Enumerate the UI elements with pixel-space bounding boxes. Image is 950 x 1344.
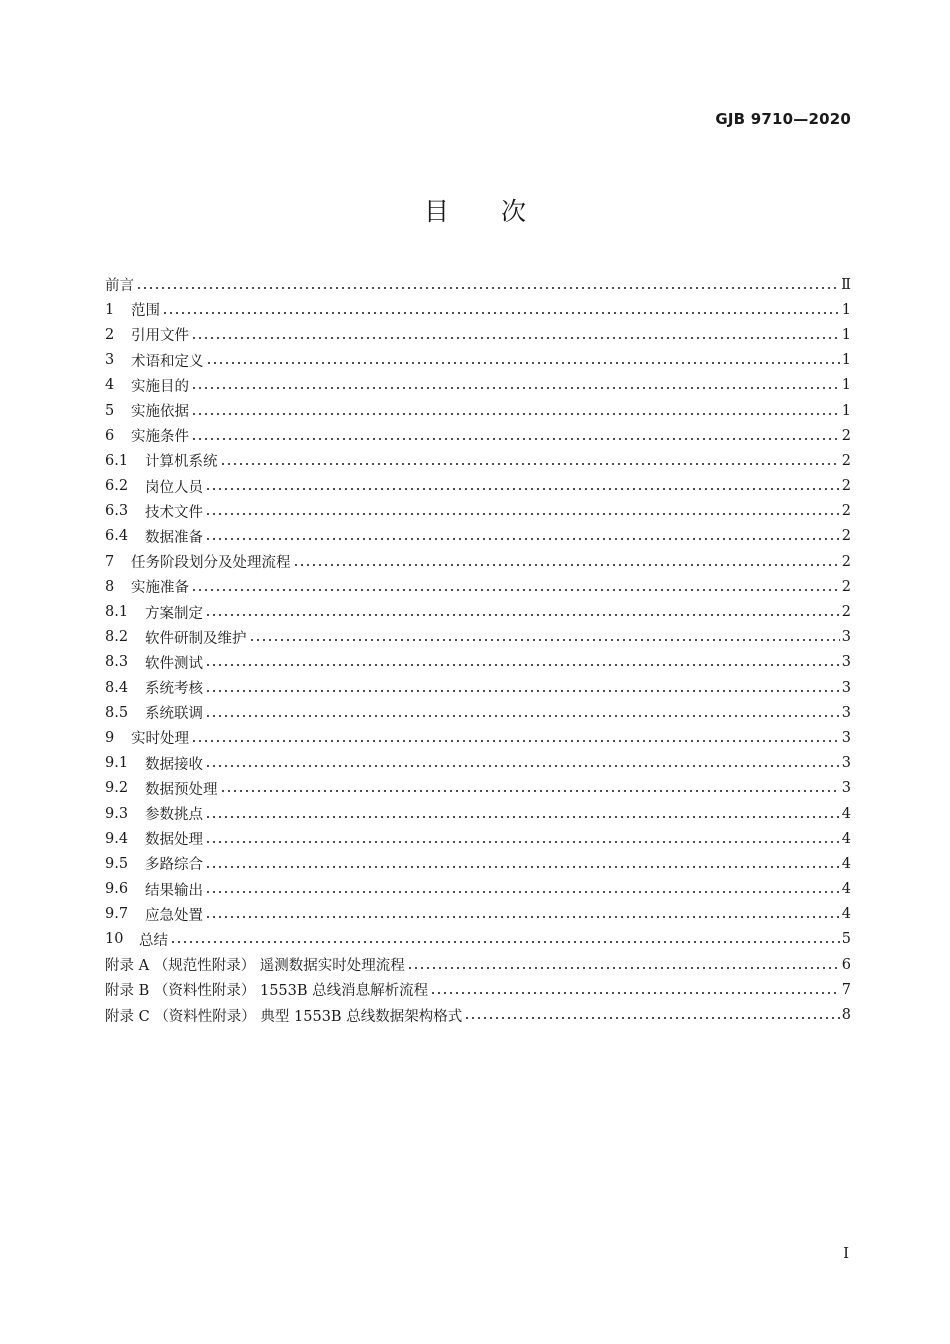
toc-entry-page: 2 [841,578,851,595]
toc-leader-dots [407,958,840,972]
toc-entry-number: 8.5 [105,704,129,721]
toc-entry-number: 5 [105,402,115,419]
toc-entry-label: 岗位人员 [145,479,203,496]
toc-entry-page: 4 [841,805,851,822]
toc-entry-label: 数据预处理 [145,781,218,798]
toc-entry-page: 3 [841,654,851,671]
toc-entry[interactable] [105,423,851,448]
toc-entry[interactable] [105,776,851,801]
toc-entry-number: 4 [105,377,115,394]
toc-leader-dots [205,857,840,871]
toc-entry[interactable] [105,322,851,347]
toc-entry-number: 9 [105,729,115,746]
toc-entry-number: 9.1 [105,755,129,772]
toc-entry[interactable] [105,549,851,574]
toc-entry-page: 1 [841,402,851,419]
toc-entry-label: 多路综合 [145,857,203,874]
toc-entry[interactable] [105,675,851,700]
toc-entry[interactable] [105,851,851,876]
toc-leader-dots [205,807,840,821]
toc-entry[interactable] [105,499,851,524]
toc-entry[interactable] [105,574,851,599]
toc-leader-dots [249,630,840,644]
toc-entry-number: 6.4 [105,528,129,545]
toc-entry-label: 实施准备 [131,580,189,597]
toc-entry-label: 计算机系统 [145,454,218,471]
toc-entry-page: 2 [841,528,851,545]
toc-entry-page: 1 [841,301,851,318]
toc-leader-dots [191,580,840,594]
page-number: I [843,1244,849,1262]
toc-entry-page: 3 [841,780,851,797]
toc-leader-dots [205,605,840,619]
toc-leader-dots [430,983,840,997]
toc-entry-page: 1 [841,326,851,343]
toc-leader-dots [205,681,840,695]
toc-entry-page: 2 [841,427,851,444]
toc-leader-dots [136,278,839,292]
toc-entry-page: 3 [841,729,851,746]
toc-leader-dots [205,756,840,770]
toc-entry-label: 数据处理 [145,832,203,849]
toc-entry-number: 9.6 [105,881,129,898]
toc-leader-dots [205,882,840,896]
toc-entry[interactable] [105,927,851,952]
toc-entry-number: 7 [105,553,115,570]
toc-entry-label: 术语和定义 [131,353,204,370]
toc-entry-number: 8 [105,578,115,595]
toc-entry-label: 参数挑点 [145,807,203,824]
toc-entry[interactable] [105,348,851,373]
toc-leader-dots [464,1008,840,1022]
toc-entry-number: 6.1 [105,452,129,469]
toc-entry-number: 3 [105,352,115,369]
toc-entry[interactable] [105,902,851,927]
toc-entry-label: 实时处理 [131,731,189,748]
toc-entry[interactable] [105,398,851,423]
toc-entry-label: 软件测试 [145,655,203,672]
toc-leader-dots [191,378,840,392]
toc-entry-number: 1 [105,301,115,318]
toc-entry-label: 引用文件 [131,328,189,345]
toc-entry[interactable] [105,725,851,750]
toc-entry-page: 2 [841,503,851,520]
toc-entry[interactable] [105,952,851,977]
toc-entry[interactable] [105,448,851,473]
toc-leader-dots [205,655,840,669]
toc-entry[interactable] [105,272,851,297]
toc-leader-dots [205,529,840,543]
toc-entry-label: 附录 A （规范性附录） 遥测数据实时处理流程 [105,958,405,975]
toc-leader-dots [191,429,840,443]
toc-entry-page: 3 [841,629,851,646]
toc-entry[interactable] [105,625,851,650]
toc-entry-number: 9.3 [105,805,129,822]
toc-leader-dots [191,404,840,418]
toc-leader-dots [205,706,840,720]
toc-entry-page: 2 [841,452,851,469]
toc-entry-label: 软件研制及维护 [145,630,247,647]
toc-entry-label: 范围 [131,303,160,320]
toc-entry-label: 应急处置 [145,907,203,924]
toc-entry-number: 6.3 [105,503,129,520]
toc-entry-label: 附录 C （资料性附录） 典型 1553B 总线数据架构格式 [105,1008,463,1025]
page-title: 目次 [423,197,578,226]
toc-entry-label: 实施目的 [131,378,189,395]
toc-entry-page: Ⅱ [841,276,851,293]
toc-leader-dots [191,731,840,745]
toc-entry-number: 8.3 [105,654,129,671]
toc-leader-dots [220,454,840,468]
toc-entry-label: 数据准备 [145,529,203,546]
toc-leader-dots [206,353,840,367]
toc-leader-dots [191,328,840,342]
toc-entry-label: 方案制定 [145,605,203,622]
toc-entry-page: 4 [841,830,851,847]
toc-entry-number: 10 [105,931,124,948]
toc-leader-dots [162,303,840,317]
toc-entry-page: 4 [841,881,851,898]
toc-entry-label: 前言 [105,278,134,295]
toc-entry[interactable] [105,977,851,1002]
toc-leader-dots [293,555,840,569]
toc-leader-dots [220,781,840,795]
toc-entry-label: 实施依据 [131,404,189,421]
toc-entry-page: 2 [841,478,851,495]
toc-entry-page: 3 [841,704,851,721]
toc-entry-page: 6 [841,956,851,973]
toc-entry-number: 8.4 [105,679,129,696]
table-of-contents [105,272,851,1028]
toc-entry[interactable] [105,751,851,776]
toc-entry-number: 6.2 [105,478,129,495]
toc-entry-number: 9.7 [105,906,129,923]
toc-entry-label: 实施条件 [131,429,189,446]
toc-entry-number: 6 [105,427,115,444]
toc-leader-dots [205,479,840,493]
toc-entry-page: 1 [841,377,851,394]
toc-entry-label: 系统联调 [145,706,203,723]
toc-entry[interactable] [105,599,851,624]
toc-entry-label: 数据接收 [145,756,203,773]
standard-number: GJB 9710—2020 [715,110,851,128]
toc-entry[interactable] [105,700,851,725]
toc-entry-page: 3 [841,679,851,696]
toc-entry-number: 8.2 [105,629,129,646]
toc-leader-dots [170,932,840,946]
toc-entry-page: 4 [841,906,851,923]
toc-entry[interactable] [105,801,851,826]
toc-entry-label: 总结 [139,932,168,949]
toc-entry-number: 9.2 [105,780,129,797]
toc-entry-page: 1 [841,352,851,369]
toc-entry-label: 任务阶段划分及处理流程 [131,555,291,572]
toc-entry[interactable] [105,474,851,499]
toc-entry[interactable] [105,297,851,322]
toc-leader-dots [205,907,840,921]
toc-entry[interactable] [105,877,851,902]
toc-entry-label: 系统考核 [145,681,203,698]
toc-entry-label: 结果输出 [145,882,203,899]
toc-entry-page: 8 [841,1007,851,1024]
toc-entry-number: 2 [105,326,115,343]
toc-entry[interactable] [105,1002,851,1027]
toc-entry-number: 8.1 [105,604,129,621]
toc-entry-page: 7 [841,981,851,998]
toc-entry-number: 9.4 [105,830,129,847]
toc-entry-number: 9.5 [105,855,129,872]
toc-leader-dots [205,832,840,846]
toc-entry[interactable] [105,650,851,675]
toc-entry-page: 3 [841,755,851,772]
toc-entry[interactable] [105,373,851,398]
toc-entry-label: 技术文件 [145,504,203,521]
toc-entry-page: 2 [841,553,851,570]
toc-entry-page: 4 [841,855,851,872]
toc-entry-page: 2 [841,604,851,621]
toc-leader-dots [205,504,840,518]
toc-entry-page: 5 [841,931,851,948]
toc-entry-label: 附录 B （资料性附录） 1553B 总线消息解析流程 [105,983,429,1000]
toc-entry[interactable] [105,524,851,549]
toc-entry[interactable] [105,826,851,851]
